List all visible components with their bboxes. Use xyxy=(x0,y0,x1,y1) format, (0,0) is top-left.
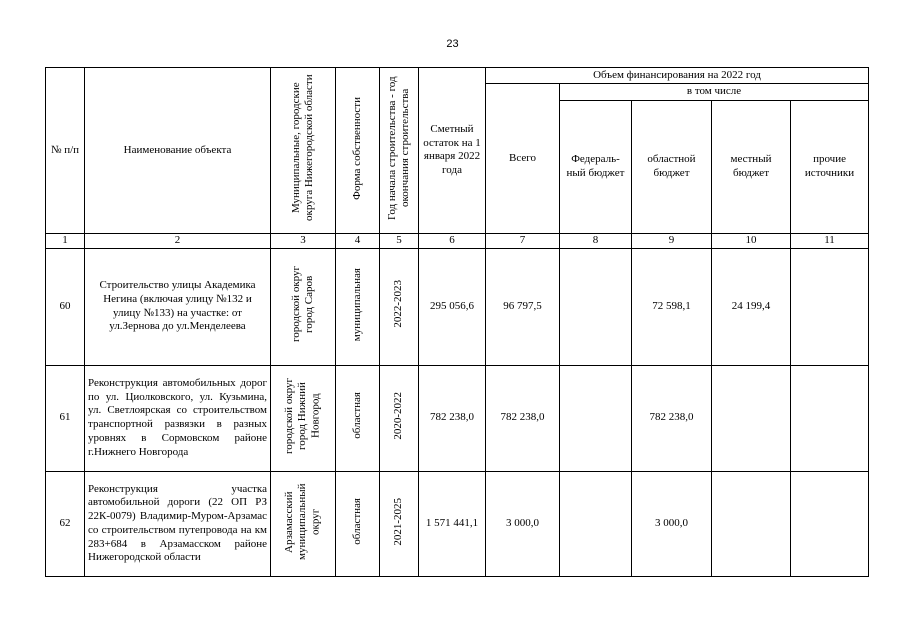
header-financing-group: Объем финансирования на 2022 год xyxy=(486,68,869,84)
table-row xyxy=(46,365,869,471)
ownership-cell xyxy=(336,365,380,471)
ownership-text: муниципальная xyxy=(350,267,363,341)
header-col-other: прочие источники xyxy=(791,100,869,233)
header-including: в том числе xyxy=(560,84,869,101)
header-col-no: № п/п xyxy=(46,68,85,234)
column-number: 6 xyxy=(419,233,486,248)
other-cell xyxy=(791,365,869,471)
column-number: 11 xyxy=(791,233,869,248)
header-col-local: местный бюджет xyxy=(712,100,791,233)
local-cell xyxy=(712,365,791,471)
header-col-years-text: Год начала строительства - год окончания строительства xyxy=(385,76,411,220)
row-number: 62 xyxy=(46,471,85,577)
remainder-cell: 1 571 441,1 xyxy=(419,471,486,577)
years-cell xyxy=(380,471,419,577)
table-row xyxy=(46,471,869,577)
header-col-total: Всего xyxy=(486,84,560,234)
federal-cell xyxy=(560,365,632,471)
municipality-text: Арзамасский муниципальный округ xyxy=(283,483,322,560)
years-cell xyxy=(380,365,419,471)
column-number: 3 xyxy=(271,233,336,248)
ownership-cell xyxy=(336,471,380,577)
column-number: 10 xyxy=(712,233,791,248)
total-cell: 3 000,0 xyxy=(486,471,560,577)
municipality-cell xyxy=(271,248,336,365)
row-number: 60 xyxy=(46,248,85,365)
remainder-cell: 782 238,0 xyxy=(419,365,486,471)
years-text: 2020-2022 xyxy=(392,391,405,440)
column-numbers-row xyxy=(46,233,869,248)
ownership-text: областная xyxy=(350,498,363,545)
ownership-text: областная xyxy=(350,392,363,439)
row-number: 61 xyxy=(46,365,85,471)
header-col-municipality-text: Муниципальные, городские округа Нижегородской области xyxy=(289,74,315,222)
regional-cell: 72 598,1 xyxy=(632,248,712,365)
column-number: 7 xyxy=(486,233,560,248)
header-col-regional: областной бюджет xyxy=(632,100,712,233)
object-name: Реконструкция автомобильных дорог по ул. Циолковского, ул. Кузьмина, ул. Светлоярская со строительством транспортной развязки в разных уровнях в Сормовском районе г.Нижнего Новгорода xyxy=(85,365,271,471)
regional-cell: 782 238,0 xyxy=(632,365,712,471)
header-col-remainder: Сметный остаток на 1 января 2022 года xyxy=(419,68,486,234)
municipality-cell xyxy=(271,471,336,577)
years-cell xyxy=(380,248,419,365)
object-name: Реконструкция участка автомобильной дороги (22 ОП РЗ 22К-0079) Владимир-Муром-Арзамас со строительством путепровода на км 283+684 в Арзамасском районе Нижегородской области xyxy=(85,471,271,577)
federal-cell xyxy=(560,248,632,365)
header-row-1 xyxy=(46,68,869,84)
page-number: 23 xyxy=(446,38,459,50)
years-text: 2021-2025 xyxy=(392,497,405,546)
header-col-ownership xyxy=(336,68,380,234)
municipality-cell xyxy=(271,365,336,471)
local-cell: 24 199,4 xyxy=(712,248,791,365)
total-cell: 96 797,5 xyxy=(486,248,560,365)
years-text: 2022-2023 xyxy=(392,280,405,328)
financing-table xyxy=(45,67,869,577)
remainder-cell: 295 056,6 xyxy=(419,248,486,365)
header-col-federal: Федераль-ный бюджет xyxy=(560,100,632,233)
column-number: 2 xyxy=(85,233,271,248)
local-cell xyxy=(712,471,791,577)
object-name: Строительство улицы Академика Негина (включая улицу №132 и улицу №133) на участке: от ул.Зернова до ул.Менделеева xyxy=(85,248,271,365)
header-col-ownership-text: Форма собственности xyxy=(350,96,363,200)
ownership-cell xyxy=(336,248,380,365)
column-number: 9 xyxy=(632,233,712,248)
header-col-municipality xyxy=(271,68,336,234)
column-number: 1 xyxy=(46,233,85,248)
header-col-years xyxy=(380,68,419,234)
other-cell xyxy=(791,471,869,577)
municipality-text: городской округ город Нижний Новгород xyxy=(283,377,322,454)
header-col-name: Наименование объекта xyxy=(85,68,271,234)
column-number: 5 xyxy=(380,233,419,248)
other-cell xyxy=(791,248,869,365)
column-number: 8 xyxy=(560,233,632,248)
municipality-text: городской округ город Саров xyxy=(289,266,315,343)
total-cell: 782 238,0 xyxy=(486,365,560,471)
table-row xyxy=(46,248,869,365)
regional-cell: 3 000,0 xyxy=(632,471,712,577)
federal-cell xyxy=(560,471,632,577)
column-number: 4 xyxy=(336,233,380,248)
